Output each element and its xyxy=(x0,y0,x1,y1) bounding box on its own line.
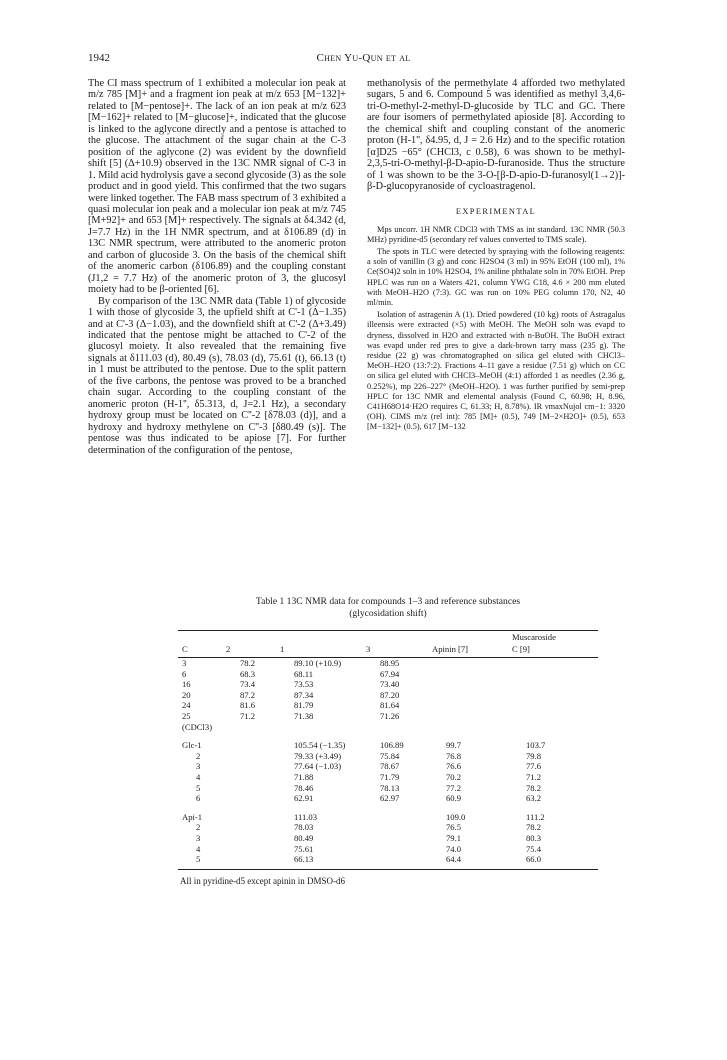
table-cell: 71.79 xyxy=(380,771,400,782)
right-body xyxy=(367,78,625,193)
table-cell: 75.4 xyxy=(526,843,542,854)
table-row xyxy=(178,761,598,772)
table-cell: 74.0 xyxy=(446,843,462,854)
table-cell: 20 xyxy=(182,689,191,700)
group-spacer xyxy=(178,804,598,812)
group-spacer xyxy=(178,732,598,740)
table-row xyxy=(178,812,598,823)
table-cell: 76.8 xyxy=(446,750,462,761)
table-cell: 87.20 xyxy=(380,689,400,700)
table-cell: 71.38 xyxy=(294,710,314,721)
paragraph: The spots in TLC were detected by spraying with the following reagents: a soln of vanillin (3 g) and conc H2SO4 (3 ml) in 95% EtOH (100 ml), 1% Ce(SO4)2 soln in 10% H2SO4, 1% aniline phthalate soln in 70% EtOH. Prep HPLC was run on a Waters 421, column YWG C18, 4.6 × 200 mm eluted with MeOH–H2O (7:3). GC was run on 10% PEG column 170, N2, 40 ml/min. xyxy=(367,246,625,307)
table-row xyxy=(178,844,598,855)
table-cell: 24 xyxy=(182,700,191,711)
table-cell xyxy=(234,783,288,794)
table-cell: 79.8 xyxy=(526,750,542,761)
table-cell: 71.2 xyxy=(240,710,256,721)
table-cell xyxy=(376,722,434,733)
table-cell: 63.2 xyxy=(526,793,542,804)
table-cell xyxy=(504,679,598,690)
table-cell xyxy=(376,833,434,844)
table-cell xyxy=(376,844,434,855)
table-cell: 16 xyxy=(182,679,191,690)
table-cell: 2 xyxy=(196,750,201,761)
paragraph: By comparison of the 13C NMR data (Table 1) of glycoside 1 with those of glycoside 3, the upfield shift at C'-1 (Δ−1.35) and at C'-3 (Δ−1.03), and the downfield shift at C'-2 (Δ+3.49) indicated that the pentose might be attached to C'-2 of the glucosyl moiety. It also revealed that the remaining five signals at δ111.03 (d), 80.49 (s), 78.03 (d), 75.61 (t), 66.13 (t) in 1 must be attributed to the pentose. Due to the split pattern of the five carbons, the pentose was proved to be a branched chain sugar. According to the coupling constant of the anomeric proton (H-1'', δ5.313, d, J=2.1 Hz), a secondary hydroxy group must be located on C''-2 [δ78.03 (d)], and a hydroxy and hydroxy methylene on C''-3 [δ80.49 (s)]. The pentose was thus indicated to be apiose [7]. For further determination of the configuration of the pentose, xyxy=(88,295,346,456)
table-cell: 62.97 xyxy=(380,793,400,804)
column-header: Apinin [7] xyxy=(432,644,469,654)
table-row xyxy=(178,783,598,794)
table-caption: Table 1 13C NMR data for compounds 1–3 and reference substances xyxy=(255,596,521,607)
table-cell: 67.94 xyxy=(380,668,400,679)
table-cell: (CDCl3) xyxy=(182,721,213,732)
column-header-muscaroside-top: Muscaroside xyxy=(512,632,556,642)
table-cell: 79.1 xyxy=(446,832,462,843)
table-cell: 6 xyxy=(182,668,187,679)
table-cell xyxy=(504,722,598,733)
table-row xyxy=(178,822,598,833)
table-cell xyxy=(234,740,288,751)
paragraph: methanolysis of the permethylate 4 afforded two methylated sugars, 5 and 6. Compound 5 was identified as methyl 3,4,6-tri-O-methyl-2-methyl-D-glucoside by TLC and GC. There are four isomers of permethylated apioside [8]. According to the chemical shift and coupling constant of the anomeric proton (H-1'', δ4.95, d, J = 2.6 Hz) and to the specific rotation [α]D25 −65° (CHCl3, c 0.58), 6 was shown to be methyl-2,3,5-tri-O-methyl-β-D-apio-D-furanoside. Thus the structure of 1 was shown to be the 3-O-[β-D-apio-D-furanosyl(1→2)]-β-D-glucopyranoside of cycloastragenol. xyxy=(367,78,625,193)
table-cell: 81.79 xyxy=(294,700,314,711)
table-cell xyxy=(234,854,288,865)
table-row xyxy=(178,700,598,711)
table-cell: 25 xyxy=(182,710,191,721)
table-cell xyxy=(504,711,598,722)
table-cell: 81.64 xyxy=(380,700,400,711)
data-table xyxy=(178,631,598,655)
table-cell: 4 xyxy=(196,843,201,854)
right-column xyxy=(367,78,625,435)
data-table-body xyxy=(178,658,598,865)
left-column xyxy=(88,78,346,456)
table-cell: 71.26 xyxy=(380,710,400,721)
table-cell: 64.4 xyxy=(446,854,462,865)
table-row xyxy=(178,722,598,733)
table-cell: 87.34 xyxy=(294,689,314,700)
table-cell: 78.2 xyxy=(526,782,542,793)
table-header-row xyxy=(178,643,598,655)
table-row xyxy=(178,711,598,722)
table-cell: 76.5 xyxy=(446,822,462,833)
table-cell xyxy=(288,722,376,733)
table-cell: 2 xyxy=(196,822,201,833)
table-cell xyxy=(434,700,504,711)
table-footnote: All in pyridine-d5 except apinin in DMSO-d6 xyxy=(180,875,345,886)
table-cell: 76.6 xyxy=(446,761,462,772)
table-cell: 79.33 (+3.49) xyxy=(294,750,342,761)
paragraph: Isolation of astragenin A (1). Dried powdered (10 kg) roots of Astragalus illeensis were extracted (×5) with MeOH. The MeOH soln was evapd to dryness, dissolved in H2O and extracted with n-BuOH. The BuOH extract was evapd under red pres to give a dark-brown tarry mass (235 g). The residue (22 g) was chromatographed on silica gel eluted with CHCl3–MeOH–H2O (13:7:2). Fractions 4–11 gave a residue (7.51 g) which on CC on silica gel eluted with CHCl3–MeOH (4:1) afforded 1 as needles (2.36 g, 0.252%), mp 226–227° (MeOH–H2O). 1 was further purified by semi-prep HPLC for 13C NMR and elemental analysis (Found C, 60.98; H, 8.96, C41H68O14·H2O requires C, 61.33; H, 8.78%). IR νmaxNujol cm−1: 3320 (OH). CIMS m/z (rel int): 785 [M]+ (0.5), 749 [M−2×H2O]+ (0.5), 653 [M−132]+ (0.5), 617 [M−132 xyxy=(367,310,625,432)
table-cell: 73.53 xyxy=(294,679,314,690)
column-header: 3 xyxy=(366,644,371,654)
table-cell: 109.0 xyxy=(446,811,466,822)
table-cell xyxy=(434,722,504,733)
column-header: C xyxy=(182,644,188,654)
table-cell xyxy=(234,751,288,762)
table-cell xyxy=(234,822,288,833)
table-cell: 68.3 xyxy=(240,668,256,679)
table-cell: 77.6 xyxy=(526,761,542,772)
table-header-row-top xyxy=(178,631,598,643)
table-cell: 105.54 (−1.35) xyxy=(294,740,346,751)
table-cell: 3 xyxy=(196,832,201,843)
table-row xyxy=(178,690,598,701)
table-row xyxy=(178,854,598,865)
table-cell: 4 xyxy=(196,771,201,782)
table-cell xyxy=(234,812,288,823)
table-cell xyxy=(234,793,288,804)
table-cell xyxy=(434,658,504,669)
table-cell xyxy=(434,669,504,680)
table-cell: 75.84 xyxy=(380,750,400,761)
table-cell xyxy=(504,700,598,711)
table-rule-bottom xyxy=(178,869,598,870)
table-cell: 111.2 xyxy=(526,811,545,822)
table-cell: 6 xyxy=(196,793,201,804)
table-cell xyxy=(504,658,598,669)
table-cell: 66.0 xyxy=(526,854,542,865)
table-cell: 60.9 xyxy=(446,793,462,804)
table-row xyxy=(178,833,598,844)
table-cell xyxy=(234,844,288,855)
table-cell: 3 xyxy=(196,761,201,772)
table-cell: 73.4 xyxy=(240,679,256,690)
table-row xyxy=(178,669,598,680)
table-cell: 73.40 xyxy=(380,679,400,690)
table-cell xyxy=(504,669,598,680)
table-cell: 87.2 xyxy=(240,689,256,700)
table-cell: 71.88 xyxy=(294,771,314,782)
table-cell xyxy=(234,722,288,733)
table-cell: 77.64 (−1.03) xyxy=(294,761,342,772)
table-cell: 111.03 xyxy=(294,811,317,822)
table-cell xyxy=(376,812,434,823)
running-title: Chen Yu-Qun et al xyxy=(316,52,411,64)
table-cell: 89.10 (+10.9) xyxy=(294,658,342,668)
table-caption-sub: (glycosidation shift) xyxy=(349,608,427,619)
table-cell xyxy=(376,854,434,865)
table-cell: 70.2 xyxy=(446,771,462,782)
table-cell xyxy=(234,833,288,844)
table-cell: 78.2 xyxy=(240,658,256,668)
table-cell: 62.91 xyxy=(294,793,314,804)
table-cell: 78.46 xyxy=(294,782,314,793)
table-row xyxy=(178,793,598,804)
table-cell: 78.67 xyxy=(380,761,400,772)
table-cell: 88.95 xyxy=(380,658,400,668)
table-cell: 77.2 xyxy=(446,782,462,793)
column-header-muscaroside-bottom: C [9] xyxy=(512,644,530,654)
table-cell: 78.13 xyxy=(380,782,400,793)
table-cell: 106.89 xyxy=(380,740,404,751)
table-row xyxy=(178,751,598,762)
table-cell: 78.03 xyxy=(294,822,314,833)
experimental-section xyxy=(367,225,625,433)
table-cell: 103.7 xyxy=(526,740,546,751)
table-cell: 78.2 xyxy=(526,822,542,833)
table-row xyxy=(178,658,598,669)
table-cell: Glc-1 xyxy=(182,740,202,751)
table-cell: 66.13 xyxy=(294,854,314,865)
table-cell: 71.2 xyxy=(526,771,542,782)
table-cell: 5 xyxy=(196,854,201,865)
section-heading-experimental: EXPERIMENTAL xyxy=(455,206,537,216)
table-cell: 99.7 xyxy=(446,740,462,751)
column-header: 1 xyxy=(280,644,285,654)
table-row xyxy=(178,772,598,783)
left-body xyxy=(88,78,346,456)
table-cell: 75.61 xyxy=(294,843,314,854)
paragraph: The CI mass spectrum of 1 exhibited a molecular ion peak at m/z 785 [M]+ and a fragment ion peak at m/z 653 [M−132]+ related to [M−pentose]+. The lack of an ion peak at m/z 623 [M−162]+ related to [M−glucose]+, indicated that the glucose is linked to the aglycone directly and a pentose is attached to the glucose. The attachment of the sugar chain at the C-3 position of the aglycone (2) was evident by the downfield shift [5] (Δ+10.9) observed in the 13C NMR signal of C-3 in 1. Mild acid hydrolysis gave a second glycoside (3) as the sole product and in good yield. This confirmed that the two sugars were linked together. The FAB mass spectrum of 3 exhibited a quasi molecular ion peak and a molecular ion peak at m/z 745 [M+92]+ and 653 [M]+ respectively. The signals at δ4.342 (d, J=7.7 Hz) in the 1H NMR spectrum, and at δ106.89 (d) in 13C NMR spectrum, were attributed to the anomeric proton and carbon of glucoside 3. On the basis of the chemical shift of the anomeric carbon (δ106.89) and the coupling constant (J1,2 = 7.7 Hz) of the anomeric proton of 3, the glucosyl moiety had to be β-oriented [6]. xyxy=(88,78,346,296)
table-row xyxy=(178,740,598,751)
table-cell xyxy=(434,690,504,701)
table-cell xyxy=(376,822,434,833)
table-cell: Api-1 xyxy=(182,811,203,822)
column-header: 2 xyxy=(226,644,231,654)
table-cell xyxy=(504,690,598,701)
table-cell xyxy=(434,679,504,690)
table-cell xyxy=(234,772,288,783)
table-cell xyxy=(234,761,288,772)
paragraph: Mps uncorr. 1H NMR CDCl3 with TMS as int standard. 13C NMR (50.3 MHz) pyridine-d5 (secondary ref values converted to TMS scale). xyxy=(367,224,625,244)
table-cell xyxy=(434,711,504,722)
page-number: 1942 xyxy=(88,52,110,64)
table-cell: 81.6 xyxy=(240,700,256,711)
table-row xyxy=(178,679,598,690)
table-cell: 80.49 xyxy=(294,832,314,843)
table-cell: 3 xyxy=(182,658,187,668)
table-cell: 5 xyxy=(196,782,201,793)
table-cell: 80.3 xyxy=(526,832,542,843)
nmr-table xyxy=(178,596,598,886)
table-cell: 68.11 xyxy=(294,668,314,679)
